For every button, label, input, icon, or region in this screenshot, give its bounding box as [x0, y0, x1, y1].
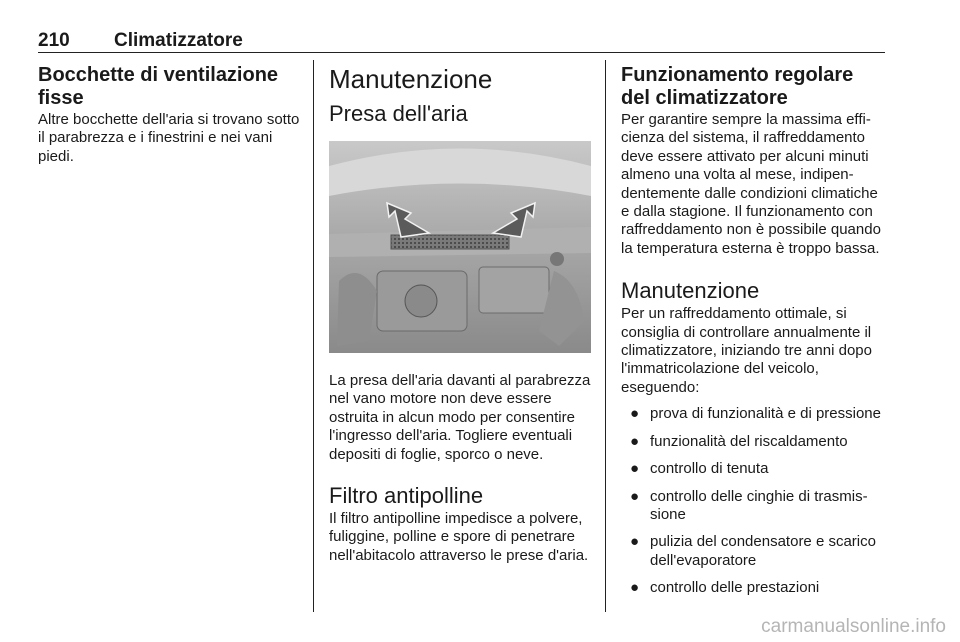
list-item-text: controllo delle cinghie di trasmissione — [650, 487, 868, 523]
engine-bay-figure — [329, 141, 591, 353]
list-item — [621, 488, 885, 525]
list-item-text: controllo delle prestazioni — [650, 579, 820, 597]
column-divider-2 — [605, 60, 606, 612]
watermark: carmanualsonline.info — [761, 616, 946, 637]
column-3 — [621, 64, 885, 607]
list-item — [621, 405, 885, 423]
list-item — [621, 579, 885, 597]
heading-funzionamento-regolare: Funzionamento regolare del climatizzatore — [621, 64, 854, 109]
page-header — [38, 30, 885, 52]
list-item-text: funzionalità del riscaldamento — [650, 432, 848, 450]
heading-filtro-antipolline: Filtro antipolline — [329, 483, 484, 509]
list-item-text: controllo di tenuta — [650, 460, 769, 478]
air-intake-grille — [391, 235, 509, 249]
bullet-icon: ● — [630, 432, 640, 450]
bullet-icon: ● — [630, 460, 640, 478]
bullet-icon: ● — [630, 533, 640, 551]
list-item — [621, 433, 885, 451]
list-item-text: pulizia del condensatore e scarico dell'evaporatore — [650, 533, 876, 569]
paragraph-presa-aria: La presa dell'aria davanti al parabrezza nel vano motore non deve essere ostruita in alcun modo per consentire l'ingresso dell'aria. Togliere eventuali depositi di foglie, sporco o neve. — [329, 372, 591, 463]
engine-cover — [479, 267, 549, 313]
column-2 — [329, 64, 591, 565]
list-item-text: prova di funzionalità e di pressione — [650, 405, 881, 423]
column-1 — [38, 64, 300, 166]
heading-manutenzione: Manutenzione — [621, 278, 760, 304]
page-number: 210 — [38, 30, 70, 51]
section-heading-bocchette: Bocchette di ventilazione fisse — [38, 64, 279, 109]
subheading-presa-aria: Presa dell'aria — [329, 101, 468, 126]
chapter-title: Climatizzatore — [114, 30, 243, 51]
paragraph-filtro-antipolline: Il filtro antipolline impedisce a polvere, fuliggine, polline e spore di penetrare nell'abitacolo attraverso le prese d'aria. — [329, 510, 589, 564]
column-divider-1 — [313, 60, 314, 612]
header-rule — [38, 52, 885, 53]
list-item — [621, 460, 885, 478]
paragraph-manutenzione: Per un raffreddamento ottimale, si consiglia di controllare annualmente il climatizzatore, iniziando tre anni dopo l'immatricolazione del veicolo, eseguendo: — [621, 305, 872, 396]
chapter-section-title: Manutenzione — [329, 64, 493, 94]
engine-pulley — [405, 285, 437, 317]
list-item — [621, 533, 885, 570]
bullet-icon: ● — [630, 487, 640, 505]
paragraph-bocchette: Altre bocchette dell'aria si trovano sotto il parabrezza e i finestrini e nei vani piedi. — [38, 111, 300, 165]
bullet-icon: ● — [630, 579, 640, 597]
fluid-cap — [550, 252, 564, 266]
maintenance-list — [621, 405, 885, 597]
bullet-icon: ● — [630, 405, 640, 423]
paragraph-funzionamento: Per garantire sempre la massima efficienza del sistema, il raffreddamento deve essere attivato per alcuni minuti almeno una volta al mese, indipendentemente dalle condizioni climatiche e dalla stagione. Il funzionamento con raffreddamento non è possibile quando la temperatura esterna è troppo bassa. — [621, 111, 881, 257]
